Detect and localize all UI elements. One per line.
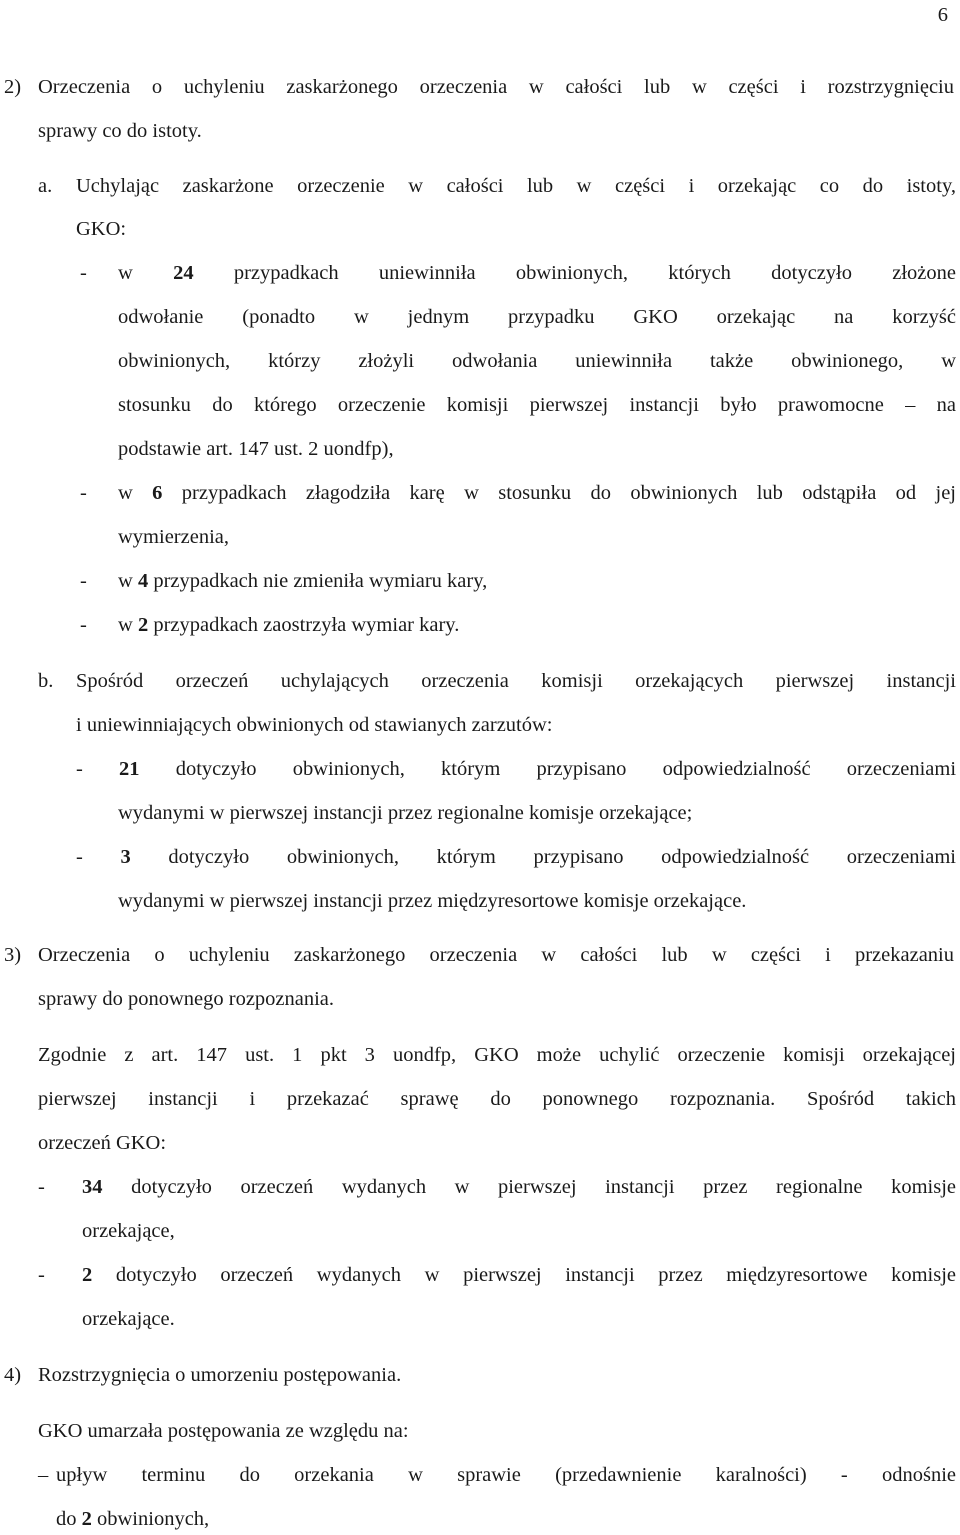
a-item4-count: 2	[137, 614, 149, 636]
a-item1-line2: odwołanie (ponadto w jednym przypadku GKO orzekając na korzyść	[118, 306, 956, 328]
section4-number: 4)	[4, 1364, 22, 1386]
section3-paragraph-line2: pierwszej instancji i przekazać sprawę do ponownego rozpoznania. Spośród takich	[38, 1088, 956, 1110]
b-item1-count: 21	[119, 758, 140, 780]
b-item1-line2: wydanymi w pierwszej instancji przez regionalne komisje orzekające;	[118, 802, 693, 824]
section2-title-line2: sprawy co do istoty.	[38, 120, 202, 142]
s3-item1-line2: orzekające,	[82, 1220, 175, 1242]
item-a-line1: Uchylając zaskarżone orzeczenie w całości lub w części i orzekając co do istoty,	[76, 175, 956, 197]
a-item1-count: 24	[173, 262, 194, 284]
a-item4-dash: -	[80, 614, 87, 636]
a-item4-line1: w 2 przypadkach zaostrzyła wymiar kary.	[118, 614, 460, 636]
s3-item1-line1: 34 dotyczyło orzeczeń wydanych w pierwszej instancji przez regionalne komisje	[82, 1176, 957, 1198]
b-item1-line1: - 21 dotyczyło obwinionych, którym przypisano odpowiedzialność orzeczeniami	[76, 758, 957, 780]
section4-heading	[4, 1362, 401, 1388]
section3-number: 3)	[4, 944, 22, 966]
section3-title-line2: sprawy do ponownego rozpoznania.	[38, 988, 335, 1010]
item-b-line2: i uniewinniających obwinionych od stawianych zarzutów:	[76, 714, 553, 736]
item-a-line2: GKO:	[76, 218, 127, 240]
a-item1-line3: obwinionych, którzy złożyli odwołania uniewinniła także obwinionego, w	[118, 350, 956, 372]
item-b-line1: Spośród orzeczeń uchylających orzeczenia komisji orzekających pierwszej instancji	[76, 670, 956, 692]
s4-item-line1: upływ terminu do orzekania w sprawie (przedawnienie karalności) - odnośnie	[56, 1464, 956, 1486]
section4-paragraph: GKO umarzała postępowania ze względu na:	[38, 1420, 409, 1442]
a-item2-line2: wymierzenia,	[118, 526, 229, 548]
section3-paragraph-line1: Zgodnie z art. 147 ust. 1 pkt 3 uondfp, GKO może uchylić orzeczenie komisji orzekającej	[38, 1044, 956, 1066]
a-item1-line4: stosunku do którego orzeczenie komisji pierwszej instancji było prawomocne – na	[118, 394, 956, 416]
page-number: 6	[937, 4, 948, 26]
section3-paragraph-line3: orzeczeń GKO:	[38, 1132, 167, 1154]
b-item2-line2: wydanymi w pierwszej instancji przez międzyresortowe komisje orzekające.	[118, 890, 747, 912]
s4-item-count: 2	[81, 1508, 92, 1530]
s3-item2-line1: 2 dotyczyło orzeczeń wydanych w pierwszej instancji przez międzyresortowe komisje	[82, 1264, 956, 1286]
a-item3-line1: w 4 przypadkach nie zmieniła wymiaru kary,	[118, 570, 488, 592]
s3-item2-count: 2	[82, 1264, 93, 1286]
a-item1-line1: w 24 przypadkach uniewinniła obwinionych, których dotyczyło złożone	[118, 262, 957, 284]
a-item1-dash: -	[80, 262, 87, 284]
a-item2-dash: -	[80, 482, 87, 504]
b-item2-line1: - 3 dotyczyło obwinionych, którym przypisano odpowiedzialność orzeczeniami	[76, 846, 956, 868]
section3-title-line1: Orzeczenia o uchyleniu zaskarżonego orzeczenia w całości lub w części i przekazaniu	[38, 944, 954, 966]
item-a-mark: a.	[38, 175, 53, 197]
a-item2-count: 6	[152, 482, 163, 504]
s3-item1-count: 34	[82, 1176, 103, 1198]
a-item3-dash: -	[80, 570, 87, 592]
item-b-mark: b.	[38, 670, 54, 692]
a-item1-line5: podstawie art. 147 ust. 2 uondfp),	[118, 438, 394, 460]
s3-item2-dash: -	[38, 1264, 45, 1286]
s3-item2-line2: orzekające.	[82, 1308, 175, 1330]
section2-heading	[4, 74, 954, 100]
section3-heading	[4, 942, 954, 968]
section4-title: Rozstrzygnięcia o umorzeniu postępowania.	[38, 1364, 402, 1386]
b-item2-count: 3	[120, 846, 131, 868]
s3-item1-dash: -	[38, 1176, 45, 1198]
a-item2-line1: w 6 przypadkach złagodziła karę w stosunku do obwinionych lub odstąpiła od jej	[118, 482, 956, 504]
s4-item-line2: do 2 obwinionych,	[56, 1508, 210, 1530]
section2-number: 2)	[4, 76, 22, 98]
s4-item-dash: –	[38, 1464, 49, 1486]
a-item3-count: 4	[137, 570, 149, 592]
section2-title-line1: Orzeczenia o uchyleniu zaskarżonego orzeczenia w całości lub w części i rozstrzygnięciu	[38, 76, 954, 98]
